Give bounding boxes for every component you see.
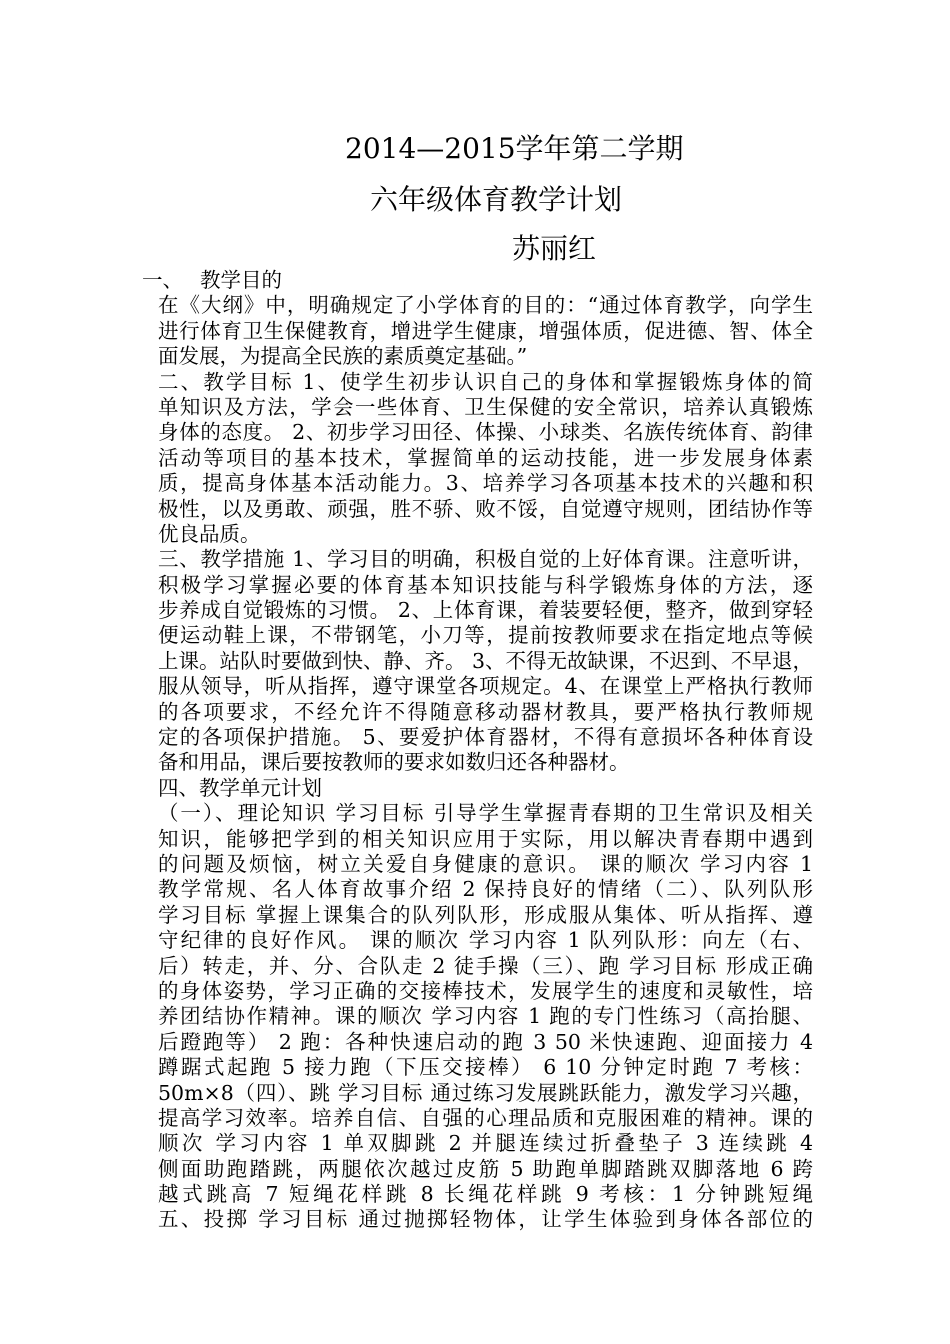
- paragraph-line: 守纪律的良好作风。 课的顺次 学习内容 1 队列队形：向左（右、: [158, 928, 813, 953]
- paragraph-line: 优良品质。: [158, 521, 261, 546]
- paragraph-line: 五、投掷 学习目标 通过抛掷轻物体，让学生体验到身体各部位的: [158, 1207, 813, 1232]
- paragraph-line: 的问题及烦恼，树立关爱自身健康的意识。 课的顺次 学习内容 1: [158, 851, 813, 876]
- paragraph-line: 面发展，为提高全民族的素质奠定基础。”: [158, 344, 528, 369]
- paragraph-line: 活动等项目的基本技术，掌握简单的运动技能，进一步发展身体素: [158, 445, 813, 470]
- author-name: 苏丽红: [512, 232, 597, 265]
- paragraph-line: 教学常规、名人体育故事介绍 2 保持良好的情绪（二）、队列队形: [158, 877, 813, 902]
- paragraph-line: 顺次 学习内容 1 单双脚跳 2 并腿连续过折叠垫子 3 连续跳 4: [158, 1131, 813, 1156]
- document-body: [142, 268, 813, 1233]
- paragraph-line: 侧面助跑踏跳，两腿依次越过皮筋 5 助跑单脚踏跳双脚落地 6 跨: [158, 1156, 813, 1181]
- paragraph-line: 的身体姿势，学习正确的交接棒技术，发展学生的速度和灵敏性，培: [158, 978, 813, 1003]
- paragraph-line: 越式跳高 7 短绳花样跳 8 长绳花样跳 9 考核：1 分钟跳短绳: [158, 1182, 813, 1207]
- paragraph-line: 提高学习效率。培养自信、自强的心理品质和克服困难的精神。课的: [158, 1105, 813, 1130]
- paragraph-line: 进行体育卫生保健教育，增进学生健康，增强体质，促进德、智、体全: [158, 318, 813, 343]
- section-number: 一、: [142, 268, 183, 292]
- paragraph-line: 蹲踞式起跑 5 接力跑（下压交接棒） 6 10 分钟定时跑 7 考核：: [158, 1055, 813, 1080]
- paragraph-line: 极性，以及勇敢、顽强，胜不骄、败不馁，自觉遵守规则，团结协作等: [158, 496, 813, 521]
- paragraph-line: 质，提高身体基本活动能力。3、培养学习各项基本技术的兴趣和积: [158, 471, 813, 496]
- paragraph-line: 50m×8（四）、跳 学习目标 通过练习发展跳跃能力，激发学习兴趣，: [158, 1080, 813, 1105]
- paragraph-line: 备和用品，课后要按教师的要求如数归还各种器材。: [158, 750, 630, 775]
- paragraph-line: 单知识及方法，学会一些体育、卫生保健的安全常识，培养认真锻炼: [158, 394, 813, 419]
- paragraph-line: 服从领导，听从指挥，遵守课堂各项规定。4、在课堂上严格执行教师: [158, 674, 813, 699]
- paragraph-line: 四、教学单元计划: [158, 775, 322, 800]
- section-title: 教学目的: [200, 268, 282, 292]
- paragraph-line: 步养成自觉锻炼的习惯。 2、上体育课，着装要轻便，整齐，做到穿轻: [158, 598, 813, 623]
- paragraph-line: 二、教学目标 1、使学生初步认识自己的身体和掌握锻炼身体的简: [158, 369, 813, 394]
- section-heading-goal: [142, 268, 813, 293]
- paragraph-line: 三、教学措施 1、学习目的明确，积极自觉的上好体育课。注意听讲，: [158, 547, 813, 572]
- plan-title: 六年级体育教学计划: [370, 183, 623, 216]
- paragraph-line: 的各项要求，不经允许不得随意移动器材教具，要严格执行教师规: [158, 699, 813, 724]
- paragraph-line: 便运动鞋上课，不带钢笔，小刀等，提前按教师要求在指定地点等候: [158, 623, 813, 648]
- paragraph-line: 积极学习掌握必要的体育基本知识技能与科学锻炼身体的方法，逐: [158, 572, 813, 597]
- term-title: 2014—2015学年第二学期: [345, 132, 684, 165]
- paragraph-line: 养团结协作精神。课的顺次 学习内容 1 跑的专门性练习（高抬腿、: [158, 1004, 813, 1029]
- paragraph-line: 上课。站队时要做到快、静、齐。 3、不得无故缺课，不迟到、不早退，: [158, 648, 813, 673]
- paragraph-line: 知识，能够把学到的相关知识应用于实际，用以解决青春期中遇到: [158, 826, 813, 851]
- paragraph-line: （一）、理论知识 学习目标 引导学生掌握青春期的卫生常识及相关: [158, 801, 813, 826]
- paragraph-line: 后蹬跑等） 2 跑：各种快速启动的跑 3 50 米快速跑、迎面接力 4: [158, 1029, 813, 1054]
- paragraph-line: 身体的态度。 2、初步学习田径、体操、小球类、名族传统体育、韵律: [158, 420, 813, 445]
- paragraph-line: 在《大纲》中，明确规定了小学体育的目的：“通过体育教学，向学生: [158, 293, 813, 318]
- paragraph-line: 学习目标 掌握上课集合的队列队形，形成服从集体、听从指挥、遵: [158, 902, 813, 927]
- paragraph-line: 定的各项保护措施。 5、要爱护体育器材，不得有意损坏各种体育设: [158, 725, 813, 750]
- paragraph-line: 后）转走，并、分、合队走 2 徒手操（三）、跑 学习目标 形成正确: [158, 953, 813, 978]
